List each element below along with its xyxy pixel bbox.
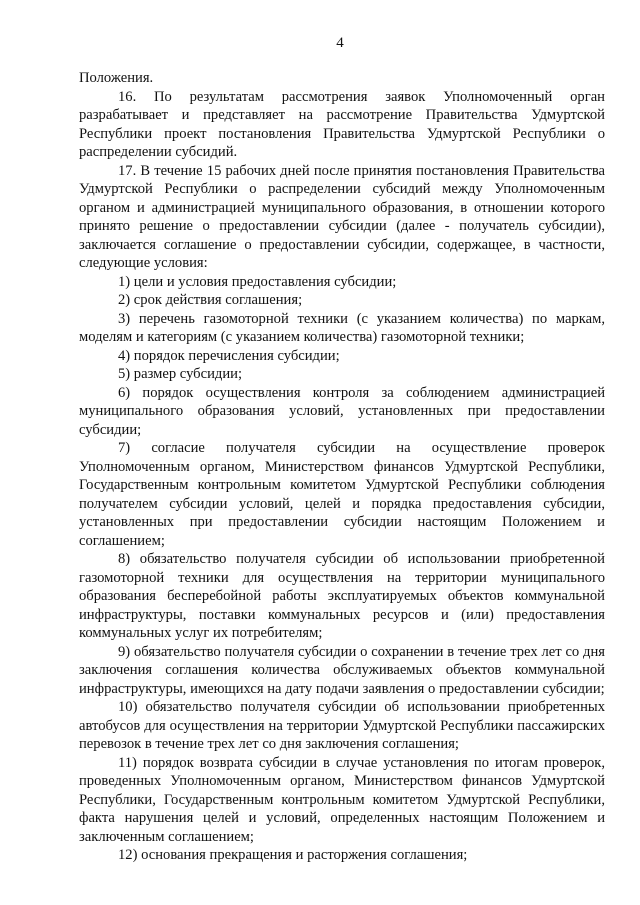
document-body — [79, 69, 605, 865]
paragraph-continuation: Положения. — [79, 70, 154, 86]
list-item-3: 3) перечень газомоторной техники (с указанием количества) по маркам, моделям и категориям (с указанием количества) газомоторной техники; — [79, 310, 605, 345]
list-item-9: 9) обязательство получателя субсидии о сохранении в течение трех лет со дня заключения соглашения количества обслуживаемых объектов коммунальной инфраструктуры, имеющихся на дату подачи заявления о предоставлении субсидии; — [79, 643, 605, 697]
list-item-4: 4) порядок перечисления субсидии; — [118, 347, 340, 364]
page-number: 4 — [336, 35, 344, 51]
list-item-12: 12) основания прекращения и расторжения соглашения; — [118, 847, 468, 863]
paragraph-16: 16. По результатам рассмотрения заявок Уполномоченный орган разрабатывает и представляет на рассмотрение Правительства Удмуртской Республики проект постановления Правительства Удмуртской Республики о распределении субсидий. — [79, 88, 605, 160]
list-item-6: 6) порядок осуществления контроля за соблюдением администрацией муниципального образования условий, установленных при предоставлении субсидии; — [79, 384, 605, 438]
paragraph-17: 17. В течение 15 рабочих дней после принятия постановления Правительства Удмуртской Республики о распределении субсидий между Уполномоченным органом и администрацией муниципального образования, в отношении которого принято решение о предоставлении субсидии (далее - получатель субсидии), заключается соглашение о предоставлении субсидии, содержащее, в частности, следующие условия: — [79, 162, 605, 271]
list-item-5: 5) размер субсидии; — [118, 366, 242, 382]
list-item-8: 8) обязательство получателя субсидии об использовании приобретенной газомоторной техники для осуществления на территории муниципального образования бесперебойной работы эксплуатируемых объектов коммунальной инфраструктуры, поставки коммунальных ресурсов и (или) предоставления коммунальных услуг их потребителям; — [79, 551, 605, 641]
list-item-7: 7) согласие получателя субсидии на осуществление проверок Уполномоченным органом, Министерством финансов Удмуртской Республики, Государственным контрольным комитетом Удмуртской Республики соблюдения получателем субсидии условий, целей и порядка предоставления субсидии, установленных при предоставлении субсидии настоящим Положением и соглашением; — [79, 440, 605, 549]
list-item-10: 10) обязательство получателя субсидии об использовании приобретенных автобусов для осуществления на территории Удмуртской Республики пассажирских перевозок в течение трех лет со дня заключения соглашения; — [79, 699, 605, 752]
list-item-1: 1) цели и условия предоставления субсидии; — [118, 273, 397, 290]
list-item-11: 11) порядок возврата субсидии в случае установления по итогам проверок, проведенных Уполномоченным органом, Министерством финансов Удмуртской Республики, Государственным контрольным комитетом Удмуртской Республики, факта нарушения целей и условий, определенных настоящим Положением и заключенным соглашением; — [79, 754, 605, 845]
list-item-2: 2) срок действия соглашения; — [118, 292, 303, 308]
